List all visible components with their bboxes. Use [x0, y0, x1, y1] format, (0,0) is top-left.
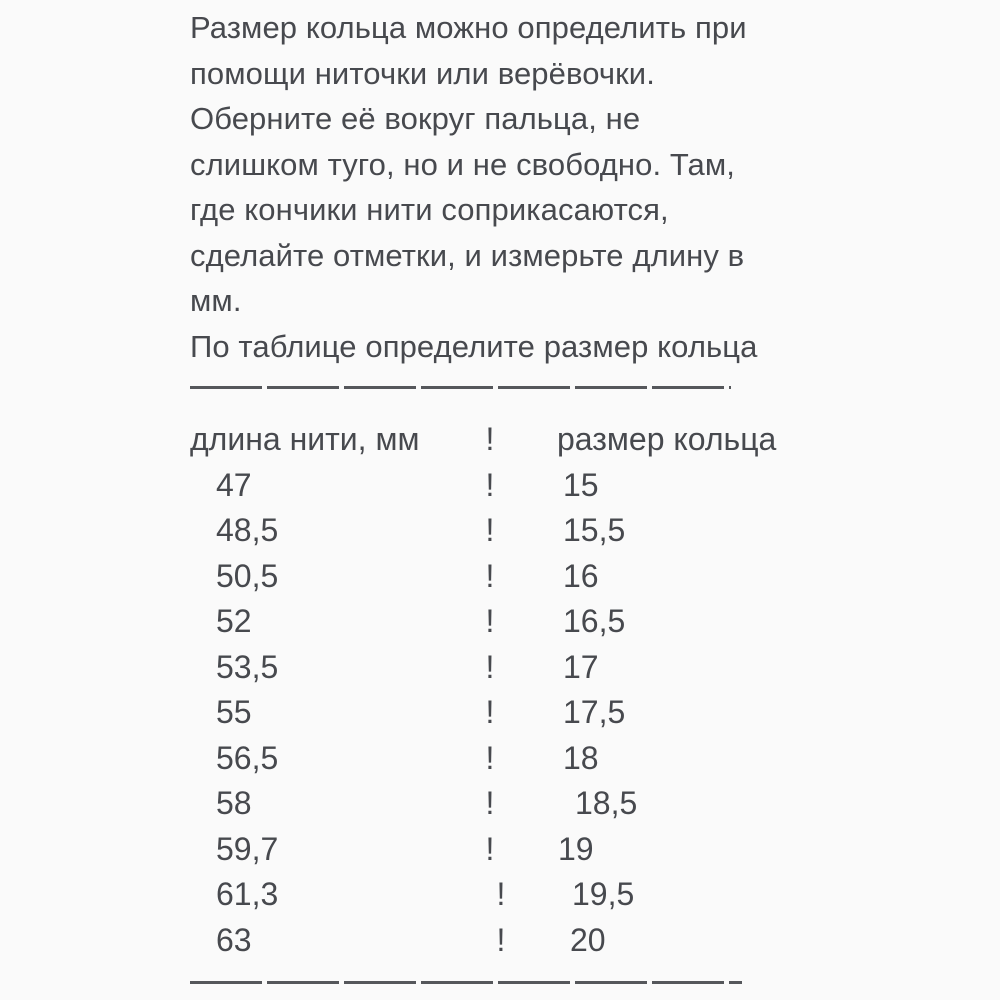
table-row — [190, 736, 830, 782]
length-value: 58 — [216, 785, 252, 821]
column-separator: ! — [485, 421, 495, 457]
length-value: 50,5 — [216, 557, 279, 594]
size-value: 19 — [558, 830, 594, 867]
header-size-label: размер кольца — [557, 421, 777, 457]
intro-line: слишком туго, но и не свободно. Там, — [190, 146, 736, 182]
size-value: 16 — [563, 557, 599, 594]
intro-line: Оберните её вокруг пальца, не — [190, 101, 641, 136]
column-separator: ! — [485, 830, 495, 867]
column-separator: ! — [485, 466, 495, 503]
table-row — [190, 508, 830, 554]
length-value: 47 — [216, 466, 252, 503]
intro-line: По таблице определите размер кольца — [190, 328, 758, 364]
length-value: 48,5 — [216, 512, 279, 548]
intro-line: сделайте отметки, и измерьте длину в — [190, 237, 745, 273]
column-separator: ! — [485, 648, 495, 685]
length-value: 56,5 — [216, 739, 279, 776]
length-value: 52 — [216, 603, 252, 639]
table-row — [190, 827, 830, 873]
table-row — [190, 599, 830, 645]
table-row — [190, 554, 830, 600]
table-header-row — [190, 417, 830, 463]
column-separator: ! — [485, 739, 495, 776]
column-separator: ! — [485, 557, 495, 594]
size-value: 16,5 — [563, 603, 626, 639]
divider-bottom — [190, 981, 742, 984]
length-value: 63 — [216, 921, 252, 958]
intro-line: Размер кольца можно определить при — [190, 10, 747, 45]
table-row — [190, 781, 830, 827]
table-row — [190, 645, 830, 691]
ring-size-table — [190, 417, 830, 963]
intro-line: где кончики нити соприкасаются, — [190, 192, 669, 227]
table-row — [190, 872, 830, 918]
size-value: 15 — [563, 466, 599, 503]
length-value: 53,5 — [216, 648, 279, 685]
column-separator: ! — [485, 603, 495, 639]
intro-line: помощи ниточки или верёвочки. — [190, 55, 655, 91]
column-separator: ! — [485, 694, 495, 730]
table-row — [190, 918, 830, 964]
header-length-label: длина нити, мм — [190, 421, 420, 457]
intro-text — [190, 5, 830, 369]
size-value: 17,5 — [563, 694, 626, 730]
size-value: 18,5 — [575, 785, 638, 821]
size-value: 19,5 — [572, 876, 635, 912]
length-value: 59,7 — [216, 830, 279, 867]
size-value: 17 — [563, 648, 599, 685]
length-value: 55 — [216, 694, 252, 730]
size-value: 18 — [563, 739, 599, 776]
column-separator: ! — [485, 785, 495, 821]
column-separator: ! — [496, 921, 506, 958]
size-value: 20 — [570, 921, 606, 958]
column-separator: ! — [485, 512, 495, 548]
length-value: 61,3 — [216, 876, 279, 912]
table-row — [190, 463, 830, 509]
size-value: 15,5 — [563, 512, 626, 548]
table-row — [190, 690, 830, 736]
column-separator: ! — [496, 876, 506, 912]
intro-line: мм. — [190, 283, 242, 318]
divider-top — [190, 386, 731, 389]
